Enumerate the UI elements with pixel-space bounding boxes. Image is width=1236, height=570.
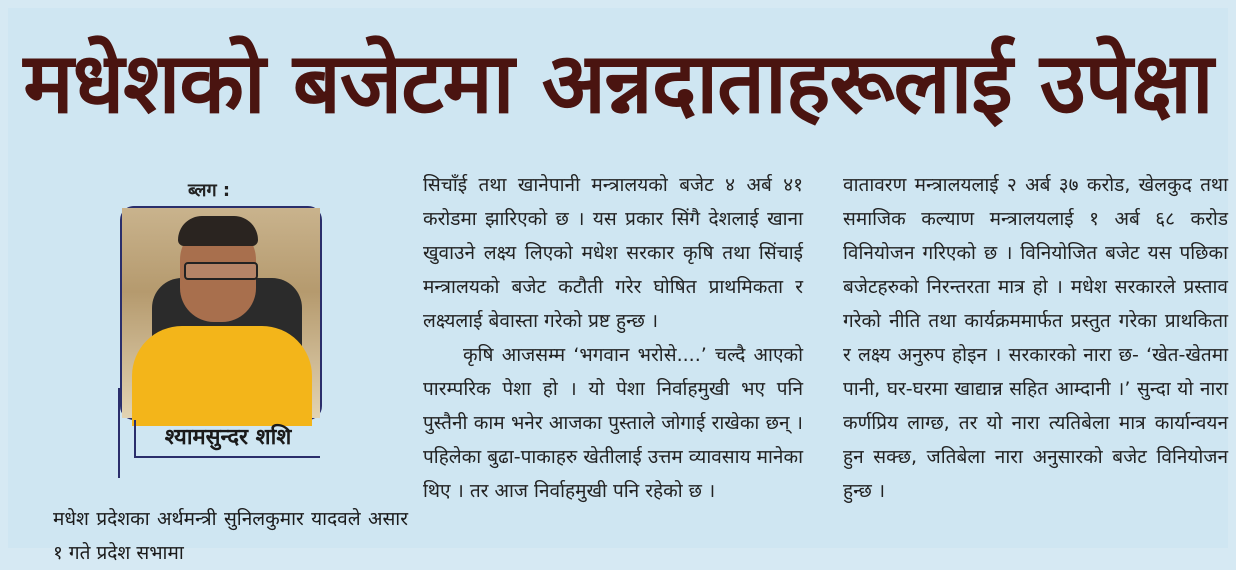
photo-hair bbox=[178, 216, 258, 246]
left-column bbox=[53, 502, 408, 570]
author-photo bbox=[120, 206, 322, 420]
name-divider bbox=[118, 388, 120, 478]
headline: मधेशको बजेटमा अन्नदाताहरूलाई उपेक्षा bbox=[23, 34, 1213, 132]
right-column bbox=[843, 168, 1228, 508]
photo-glasses bbox=[184, 262, 258, 280]
photo-body bbox=[132, 326, 312, 426]
blog-label: ब्लग : bbox=[188, 180, 231, 201]
left-paragraph: मधेश प्रदेशका अर्थमन्त्री सुनिलकुमार यादवले असार १ गते प्रदेश सभामा bbox=[53, 508, 408, 564]
right-paragraph-1: वातावरण मन्त्रालयलाई २ अर्ब ३७ करोड, खेलकुद तथा समाजिक कल्याण मन्त्रालयलाई १ अर्ब ६८ करोड विनियोजन गरिएको छ । विनियोजित बजेट यस पछिका बजेटहरुको निरन्तरता मात्र हो । मधेश सरकारले प्रस्ताव गरेको नीति तथा कार्यक्रममार्फत प्रस्तुत गरेका प्राथकिता र लक्ष्य अनुरुप होइन । सरकारको नारा छ- ‘खेत-खेतमा पानी, घर-घरमा खाद्यान्न सहित आम्दानी ।’ सुन्दा यो नारा कर्णप्रिय लाग्छ, तर यो नारा त्यतिबेला मात्र कार्यान्वयन हुन सक्छ, जतिबेला नारा अनुसारको बजेट विनियोजन हुन्छ । bbox=[843, 174, 1228, 502]
middle-column bbox=[423, 168, 803, 508]
middle-paragraph-2: कृषि आजसम्म ‘भगवान भरोसे....’ चल्दै आएको पारम्परिक पेशा हो । यो पेशा निर्वाहमुखी भए पनि पुस्तैनी काम भनेर आजका पुस्ताले जोगाई राखेका छन् । पहिलेका बुढा-पाकाहरु खेतीलाई उत्तम व्यावसाय मानेका थिए । तर आज निर्वाहमुखी पनि रहेको छ । bbox=[423, 344, 803, 502]
middle-paragraph-1: सिचाँई तथा खानेपानी मन्त्रालयको बजेट ४ अर्ब ४१ करोडमा झारिएको छ । यस प्रकार सिंगै देशलाई खाना खुवाउने लक्ष्य लिएको मधेश सरकार कृषि तथा सिंचाई मन्त्रालयको बजेट कटौती गरेर घोषित प्राथमिकता र लक्ष्यलाई बेवास्ता गरेको प्रष्ट हुन्छ । bbox=[423, 174, 803, 332]
author-name: श्यामसुन्दर शशि bbox=[134, 420, 320, 458]
newspaper-page bbox=[8, 8, 1228, 564]
